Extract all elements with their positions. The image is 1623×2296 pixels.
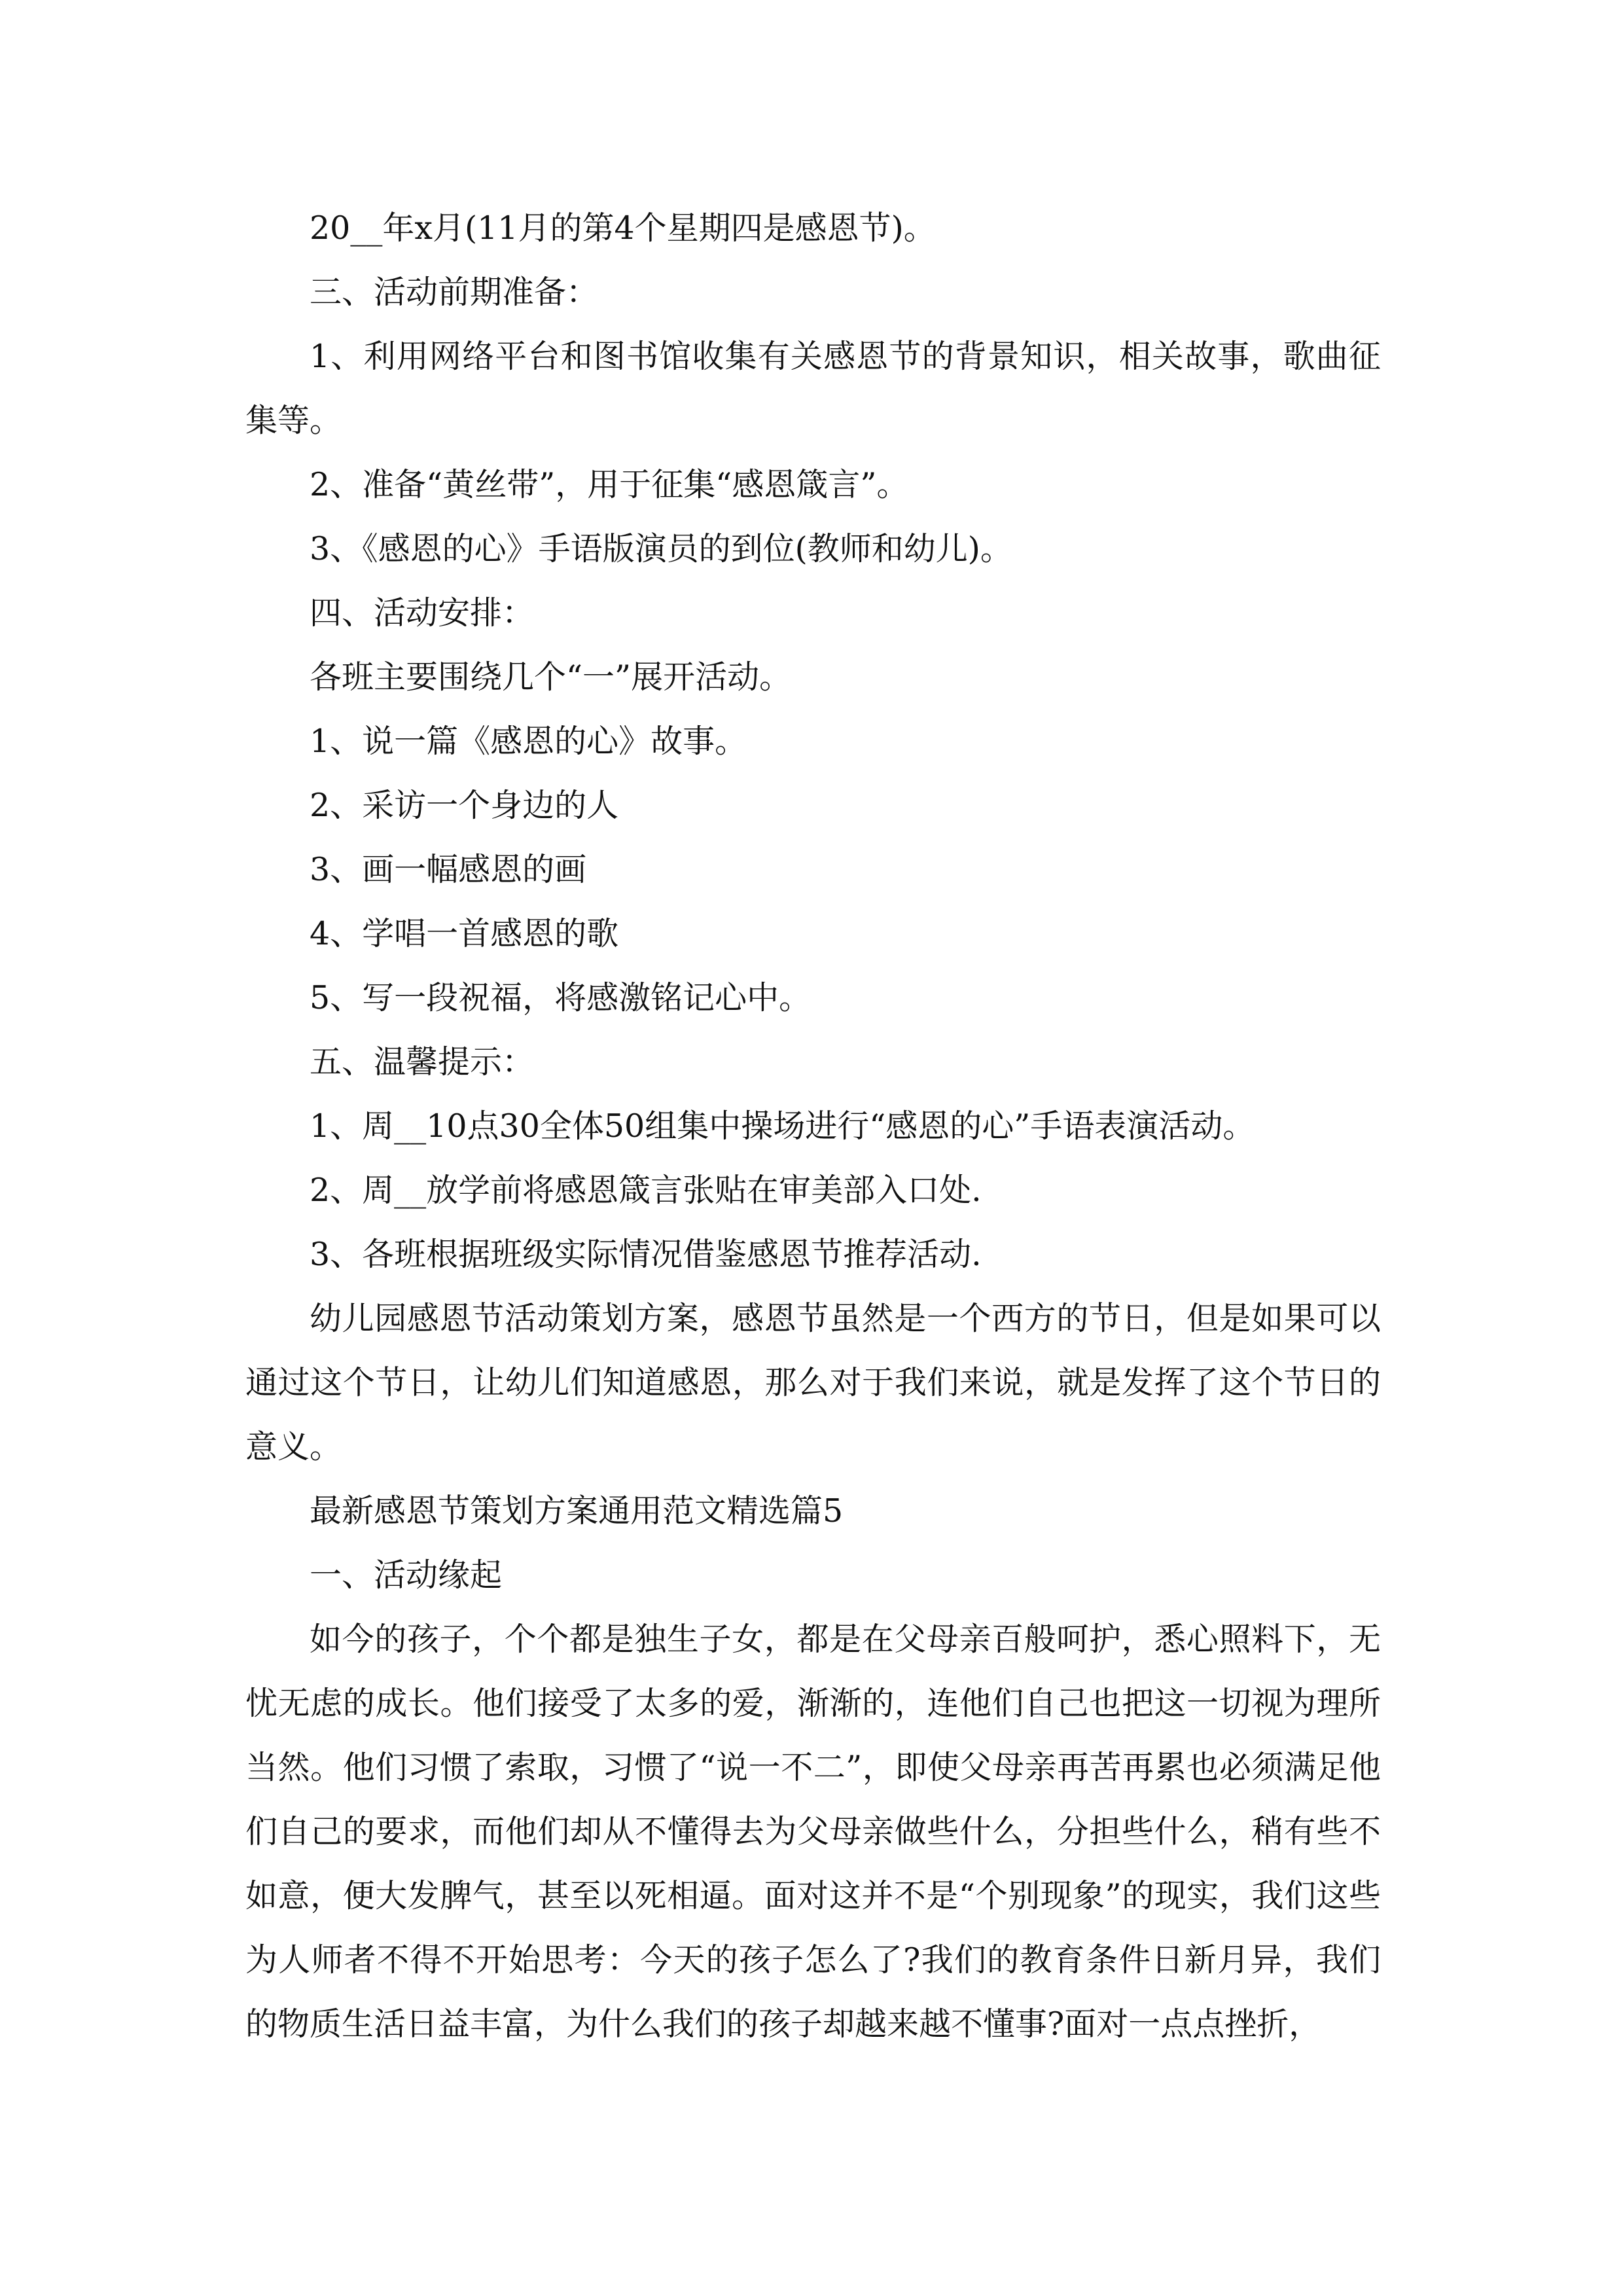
tip-item-2: 2、周__放学前将感恩箴言张贴在审美部入口处. <box>310 1172 982 1209</box>
arrangement-intro: 各班主要围绕几个“一”展开活动。 <box>310 658 792 696</box>
section-heading-arrangement: 四、活动安排： <box>310 594 535 632</box>
arrangement-item-1: 1、说一篇《感恩的心》故事。 <box>310 723 747 760</box>
document-body <box>245 196 1381 2056</box>
tip-item-3: 3、各班根据班级实际情况借鉴感恩节推荐活动. <box>310 1236 982 1273</box>
section-heading-preparation: 三、活动前期准备： <box>310 274 599 311</box>
prep-item-1: 1、利用网络平台和图书馆收集有关感恩节的背景知识，相关故事，歌曲征集等。 <box>245 338 1381 439</box>
section-heading-origin: 一、活动缘起 <box>310 1556 503 1594</box>
prep-item-2: 2、准备“黄丝带”，用于征集“感恩箴言”。 <box>310 466 909 503</box>
arrangement-item-4: 4、学唱一首感恩的歌 <box>310 915 619 952</box>
tip-item-1: 1、周__10点30全体50组集中操场进行“感恩的心”手语表演活动。 <box>310 1107 1255 1145</box>
origin-paragraph: 如今的孩子，个个都是独生子女，都是在父母亲百般呵护，悉心照料下，无忧无虑的成长。他们接受了太多的爱，渐渐的，连他们自己也把这一切视为理所当然。他们习惯了索取，习惯了“说一不二”，即使父母亲再苦再累也必须满足他们自己的要求，而他们却从不懂得去为父母亲做些什么，分担些什么，稍有些不如意，便大发脾气，甚至以死相逼。面对这并不是“个别现象”的现实，我们这些为人师者不得不开始思考：今天的孩子怎么了?我们的教育条件日新月异，我们的物质生活日益丰富，为什么我们的孩子却越来越不懂事?面对一点点挫折， <box>245 1621 1381 2043</box>
arrangement-item-3: 3、画一幅感恩的画 <box>310 851 587 888</box>
summary-paragraph: 幼儿园感恩节活动策划方案，感恩节虽然是一个西方的节日，但是如果可以通过这个节日，让幼儿们知道感恩，那么对于我们来说，就是发挥了这个节日的意义。 <box>245 1300 1381 1465</box>
date-line: 20__年x月(11月的第4个星期四是感恩节)。 <box>310 209 936 247</box>
prep-item-3: 3、《感恩的心》手语版演员的到位(教师和幼儿)。 <box>310 530 1012 567</box>
arrangement-item-2: 2、采访一个身边的人 <box>310 787 619 824</box>
arrangement-item-5: 5、写一段祝福，将感激铭记心中。 <box>310 979 812 1016</box>
article-title: 最新感恩节策划方案通用范文精选篇5 <box>310 1492 844 1530</box>
section-heading-tips: 五、温馨提示： <box>310 1043 535 1081</box>
